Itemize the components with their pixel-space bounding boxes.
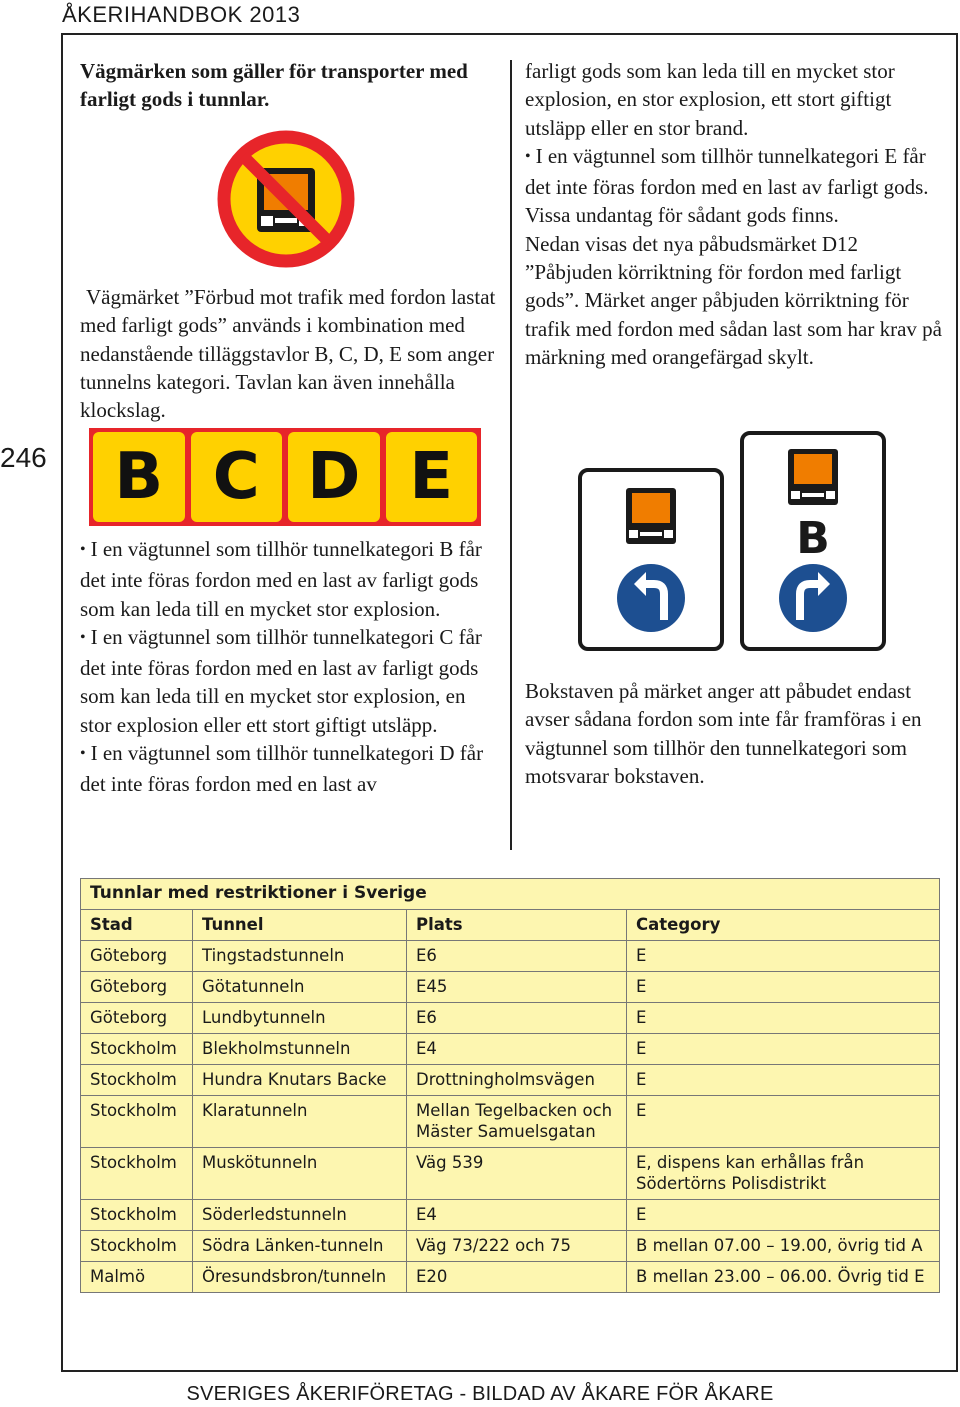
cell-tunnel: Lundbytunneln: [193, 1003, 407, 1034]
tunnels-table: [80, 878, 940, 1293]
cell-category: E: [627, 1065, 940, 1096]
cell-tunnel: Götatunneln: [193, 972, 407, 1003]
bullet-category-e: • I en vägtunnel som tillhör tunnelkategori E får det inte föras fordon med en last av farligt gods. Vissa undantag för sådant gods finns.: [525, 142, 945, 230]
letter-explanation: Bokstaven på märket anger att påbudet endast avser sådana fordon som inte får framföras i en vägtunnel som tillhör den tunnelkategori som motsvarar bokstaven.: [525, 679, 922, 788]
left-column: [80, 57, 500, 114]
table-header-row: [81, 910, 940, 941]
cell-plats: E45: [407, 972, 627, 1003]
header-plats: Plats: [407, 910, 627, 941]
cell-stad: Stockholm: [81, 1096, 193, 1148]
intro-paragraph-wrap: [80, 283, 500, 424]
bullet-category-c: • I en vägtunnel som tillhör tunnelkategori C får det inte föras fordon med en last av farligt gods som kan leda till en mycket stor explosion, en stor explosion eller ett stort giftigt utsläpp.: [80, 623, 500, 739]
cell-stad: Göteborg: [81, 941, 193, 972]
table-caption-row: [81, 879, 940, 910]
section-title: Vägmärken som gäller för transporter med farligt gods i tunnlar.: [80, 59, 468, 112]
table-row: [81, 1003, 940, 1034]
letter-explanation-wrap: [525, 677, 945, 790]
continuation-text: farligt gods som kan leda till en mycket stor explosion, en stor explosion, ett stort giftigt utsläpp eller en stor brand.: [525, 59, 895, 140]
table-row: [81, 972, 940, 1003]
intro-paragraph: Vägmärket ”Förbud mot trafik med fordon lastat med farligt gods” används i kombination med nedanstående tilläggstavlor B, C, D, E som anger tunnelns kategori. Tavlan kan även innehålla klockslag.: [80, 285, 496, 423]
cell-plats: Väg 539: [407, 1148, 627, 1200]
table-row: [81, 1065, 940, 1096]
cell-tunnel: Söderledstunneln: [193, 1200, 407, 1231]
table-row: [81, 1200, 940, 1231]
cell-stad: Stockholm: [81, 1034, 193, 1065]
page-footer: SVERIGES ÅKERIFÖRETAG - BILDAD AV ÅKARE FÖR ÅKARE: [186, 1383, 774, 1405]
cell-tunnel: Klaratunneln: [193, 1096, 407, 1148]
cell-tunnel: Blekholmstunneln: [193, 1034, 407, 1065]
category-board-b: B: [93, 432, 185, 522]
cell-stad: Stockholm: [81, 1148, 193, 1200]
cell-tunnel: Muskötunneln: [193, 1148, 407, 1200]
cell-plats: E4: [407, 1200, 627, 1231]
category-board-d: D: [288, 432, 380, 522]
cell-plats: Mellan Tegelbacken och Mäster Samuelsgatan: [407, 1096, 627, 1148]
cell-category: E: [627, 1096, 940, 1148]
cell-tunnel: Tingstadstunneln: [193, 941, 407, 972]
table-row: [81, 941, 940, 972]
cell-stad: Göteborg: [81, 1003, 193, 1034]
no-dangerous-goods-sign-icon: [217, 130, 355, 268]
bullet-category-b: • I en vägtunnel som tillhör tunnelkategori B får det inte föras fordon med en last av farligt gods som kan leda till en mycket stor explosion.: [80, 535, 500, 623]
cell-category: E: [627, 1034, 940, 1065]
bullet-category-d: • I en vägtunnel som tillhör tunnelkategori D får det inte föras fordon med en last av: [80, 739, 500, 799]
table-row: [81, 1231, 940, 1262]
tunnel-category-boards: [89, 428, 481, 526]
cell-stad: Stockholm: [81, 1200, 193, 1231]
table-row: [81, 1148, 940, 1200]
cell-stad: Stockholm: [81, 1065, 193, 1096]
d12-sign-letter: B: [796, 513, 830, 564]
cell-stad: Stockholm: [81, 1231, 193, 1262]
d12-paragraph: Nedan visas det nya påbudsmärket D12 ”Påbjuden körriktning för fordon med farligt gods”. Märket anger påbjuden körriktning för trafik med fordon med sådan last som har krav på märkning med orangefärgad skylt.: [525, 231, 942, 369]
right-column: [525, 57, 945, 371]
cell-plats: Väg 73/222 och 75: [407, 1231, 627, 1262]
table-row: [81, 1096, 940, 1148]
cell-category: E: [627, 1003, 940, 1034]
table-caption: Tunnlar med restriktioner i Sverige: [81, 879, 940, 910]
cell-category: E: [627, 972, 940, 1003]
cell-tunnel: Öresundsbron/tunneln: [193, 1262, 407, 1293]
cell-stad: Malmö: [81, 1262, 193, 1293]
header-tunnel: Tunnel: [193, 910, 407, 941]
cell-category: E, dispens kan erhållas från Södertörns Polisdistrikt: [627, 1148, 940, 1200]
cell-plats: E4: [407, 1034, 627, 1065]
cell-tunnel: Hundra Knutars Backe: [193, 1065, 407, 1096]
header-category: Category: [627, 910, 940, 941]
d12-right-turn-b-sign-icon: [740, 431, 886, 651]
cell-plats: Drottningholmsvägen: [407, 1065, 627, 1096]
d12-left-turn-sign-icon: [578, 468, 724, 651]
cell-category: E: [627, 941, 940, 972]
cell-category: B mellan 07.00 – 19.00, övrig tid A: [627, 1231, 940, 1262]
table-row: [81, 1262, 940, 1293]
cell-tunnel: Södra Länken-tunneln: [193, 1231, 407, 1262]
cell-plats: E6: [407, 1003, 627, 1034]
category-board-c: C: [191, 432, 283, 522]
column-divider: [510, 60, 512, 850]
table-row: [81, 1034, 940, 1065]
header-stad: Stad: [81, 910, 193, 941]
cell-category: E: [627, 1200, 940, 1231]
book-header: ÅKERIHANDBOK 2013: [62, 2, 301, 27]
category-bullets: [80, 535, 500, 799]
cell-plats: E6: [407, 941, 627, 972]
page-number: 246: [0, 442, 47, 473]
cell-plats: E20: [407, 1262, 627, 1293]
cell-category: B mellan 23.00 – 06.00. Övrig tid E: [627, 1262, 940, 1293]
cell-stad: Göteborg: [81, 972, 193, 1003]
category-board-e: E: [386, 432, 478, 522]
